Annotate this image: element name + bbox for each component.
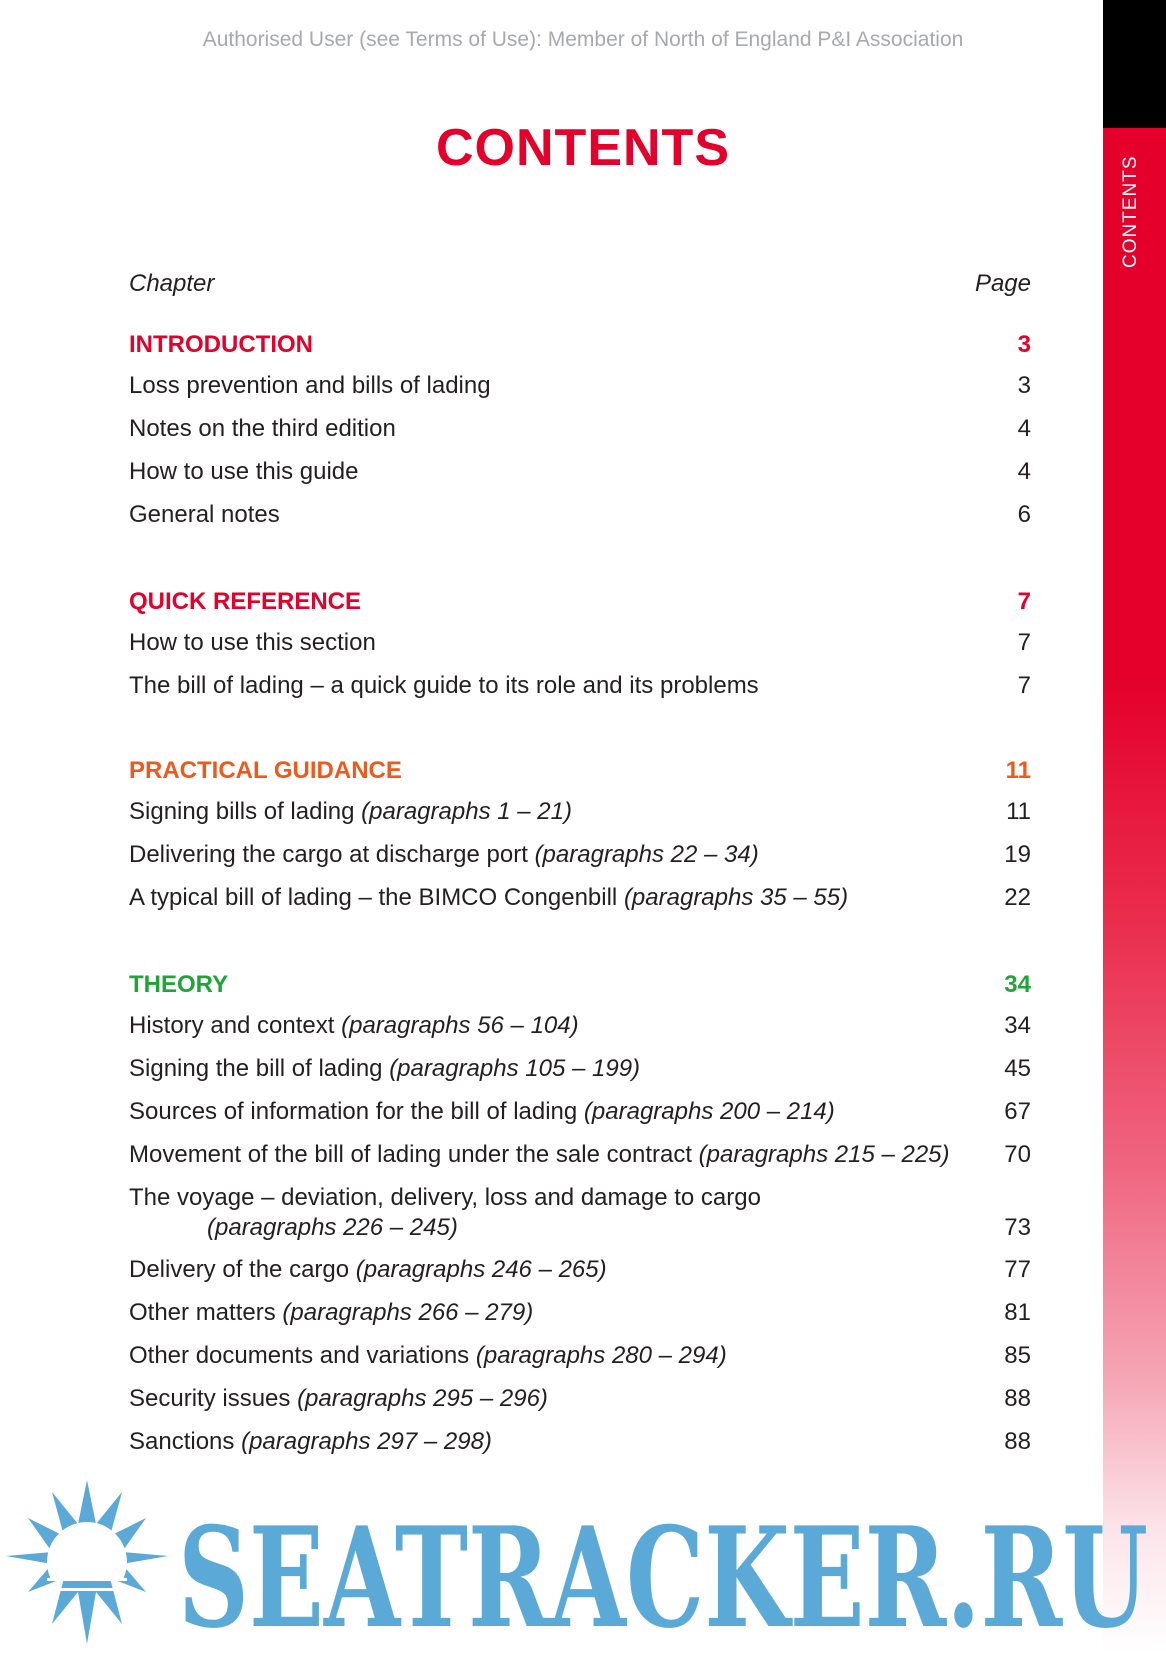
toc-entry-text [129,1385,548,1413]
toc-entry-page: 34 [1004,1012,1031,1039]
toc-entry-text [129,1428,492,1456]
toc-entry-title: Sanctions [129,1428,235,1455]
toc-entry-page: 22 [1004,884,1031,911]
toc-entry-text [129,1299,533,1327]
toc-entry-paragraphs: (paragraphs 226 – 245) [207,1214,458,1241]
toc-entry-title: Other documents and variations [129,1342,470,1369]
toc-entry[interactable] [129,1049,1031,1092]
toc-entry-page: 7 [1017,672,1031,699]
toc-entry-title: Delivery of the cargo [129,1256,350,1283]
toc-entry[interactable] [129,1293,1031,1336]
section-title: INTRODUCTION [129,331,313,358]
section-gap [129,538,1031,580]
toc-entry-paragraphs: (paragraphs 295 – 296) [297,1385,548,1412]
toc-entry[interactable] [129,1135,1031,1178]
toc-entry-paragraphs: (paragraphs 246 – 265) [355,1256,607,1283]
section-title: QUICK REFERENCE [129,588,362,615]
toc-entry-paragraphs: (paragraphs 56 – 104) [341,1012,579,1039]
toc-entry-title: Signing bills of lading [129,798,355,825]
toc-entry-page: 19 [1004,841,1031,868]
toc-entry[interactable] [129,495,1031,538]
toc-entry-page: 67 [1004,1098,1031,1125]
toc-entry-title: Delivering the cargo at discharge port [129,841,528,868]
side-tab-black-block [1103,0,1166,128]
toc-entry-text [129,1256,607,1284]
toc-entry[interactable] [129,1092,1031,1135]
section-introduction[interactable] [129,323,1031,366]
section-title: THEORY [129,971,229,998]
section-page: 3 [1017,331,1031,358]
toc-entry-page: 11 [1006,798,1031,825]
toc-entry-title: Movement of the bill of lading under the sale contract [129,1141,692,1168]
section-title: PRACTICAL GUIDANCE [129,757,402,784]
toc-entry-text [129,1098,835,1126]
toc-entry-title: How to use this section [129,629,376,656]
toc-entry[interactable] [129,666,1031,709]
toc-entry-text [129,1342,727,1370]
toc-entry-title: History and context [129,1012,335,1039]
toc-entry-paragraphs: (paragraphs 280 – 294) [475,1342,727,1369]
section-theory[interactable] [129,963,1031,1006]
toc-entry-page: 73 [1004,1214,1031,1241]
toc-entry-text [129,884,848,912]
toc-entry-page: 45 [1004,1055,1031,1082]
toc-entry-title: The voyage – deviation, delivery, loss and damage to cargo [129,1184,761,1211]
toc-entry-title: Loss prevention and bills of lading [129,372,491,399]
section-quick-reference[interactable] [129,580,1031,623]
toc-entry[interactable] [129,792,1031,835]
toc-entry[interactable] [129,623,1031,666]
toc-entry[interactable] [129,452,1031,495]
toc-entry-page: 6 [1017,501,1031,528]
section-practical-guidance[interactable] [129,749,1031,792]
section-page: 11 [1005,757,1031,784]
toc-entry-page: 7 [1017,629,1031,656]
section-gap [129,921,1031,963]
toc-entry-page: 77 [1004,1256,1031,1283]
toc-entry-text [129,1012,579,1040]
toc-entry-paragraphs: (paragraphs 22 – 34) [534,841,759,868]
toc-entry-paragraphs: (paragraphs 266 – 279) [282,1299,534,1326]
sun-logo-icon [6,1480,168,1644]
page-title: CONTENTS [436,119,730,177]
toc-entry-text [129,1141,950,1169]
toc-entry-page: 4 [1017,458,1031,485]
toc-entry[interactable] [129,1250,1031,1293]
table-of-contents [129,323,1031,1465]
section-page: 7 [1017,588,1031,615]
toc-entry[interactable] [129,1379,1031,1422]
toc-entry-text [129,841,759,869]
section-page: 34 [1004,971,1031,998]
toc-entry-page: 4 [1017,415,1031,442]
toc-entry-page: 88 [1004,1385,1031,1412]
toc-entry[interactable] [129,366,1031,409]
toc-entry-page: 3 [1017,372,1031,399]
toc-entry[interactable] [129,1178,1031,1250]
toc-entry-page: 70 [1004,1141,1031,1168]
toc-entry-paragraphs: (paragraphs 215 – 225) [698,1141,950,1168]
seatracker-watermark [0,1474,1166,1654]
toc-entry[interactable] [129,409,1031,452]
toc-entry-title: A typical bill of lading – the BIMCO Congenbill [129,884,618,911]
toc-entry-title: How to use this guide [129,458,359,485]
toc-entry-paragraphs: (paragraphs 297 – 298) [241,1428,492,1455]
watermark-text: SEATRACKER.RU [178,1496,1148,1654]
toc-entry[interactable] [129,1006,1031,1049]
column-header-chapter: Chapter [129,270,215,297]
toc-entry-page: 81 [1004,1299,1031,1326]
section-gap [129,709,1031,749]
column-header-page: Page [974,270,1031,297]
toc-entry-title: Sources of information for the bill of lading [129,1098,578,1125]
authorised-user-notice: Authorised User (see Terms of Use): Member of North of England P&I Association [202,28,964,51]
toc-entry[interactable] [129,835,1031,878]
toc-entry-title: Other matters [129,1299,276,1326]
side-tab-label: CONTENTS [1120,155,1141,268]
toc-entry-text [129,798,572,826]
toc-entry-title: Signing the bill of lading [129,1055,383,1082]
toc-entry[interactable] [129,1336,1031,1379]
toc-entry-title: Security issues [129,1385,291,1412]
toc-entry-title: Notes on the third edition [129,415,396,442]
toc-entry-paragraphs: (paragraphs 35 – 55) [623,884,849,911]
toc-entry-text [129,1055,640,1083]
toc-entry-paragraphs: (paragraphs 105 – 199) [389,1055,641,1082]
toc-entry-title: General notes [129,501,280,528]
toc-entry-paragraphs: (paragraphs 200 – 214) [583,1098,835,1125]
toc-entry-title: The bill of lading – a quick guide to its role and its problems [129,672,759,699]
toc-entry[interactable] [129,1422,1031,1465]
side-tab-red-strip [1103,128,1166,1654]
toc-entry[interactable] [129,878,1031,921]
toc-entry-paragraphs: (paragraphs 1 – 21) [361,798,572,825]
toc-entry-page: 85 [1004,1342,1031,1369]
toc-entry-page: 88 [1004,1428,1031,1455]
